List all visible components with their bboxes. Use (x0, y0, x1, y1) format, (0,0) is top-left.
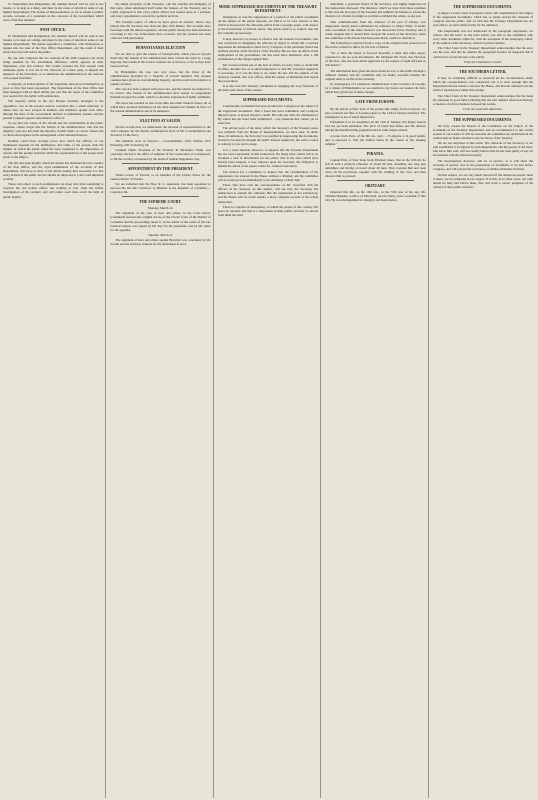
article-paragraph: Considerable excitement has been produced in Congress on the subject of the suppressed documents. That a fraud has been committed, and Congress imposed upon, is placed beyond a doubt. But who has done the delinquency? By whom has the fraud been committed? —are questions that cannot yet be answered. (217, 104, 319, 125)
article-paragraph: The motion for a committee to inquire into the circumstances of the suppression was adopted in the House without a division; and the committee will no doubt proceed immediately to the discharge of their duty. (217, 169, 319, 182)
article-paragraph: Clement Smith, President of the Farmers' & Mechanics' Bank, was yesterday elected to the office of Adjutant of the Corporation of Georgetown, to fill the vacancy occasioned by the death of Nathan Nugenbent, Esq. (110, 148, 211, 161)
article-paragraph: The fair and open inquiry which the Senate has instituted into the conduct of the Post Office, and the rigid examination of the accounts of that Department, will serve to show to the whole country how necessary it is that every branch of the public service should be subjected to a strict and impartial scrutiny. (3, 160, 104, 181)
article-heading: THE SOUTHERN LETTER. (459, 70, 507, 75)
article-paragraph: On the second trial, we understand, the election of representatives to the 11th Congress, for the district, terminated in favor of Mr. Crowninshield, late Secretary of the Navy. (110, 125, 211, 138)
article-paragraph: The following is extracted from a copy of the original letter preserved on file in the Collector's office for the Port of Darien. (325, 41, 426, 50)
article-paragraph: By the arrival at New York of the packet ship Amity, from Liverpool, we have received our files of London papers to the 14th of January inclusive. The intelligence is not of much importance. (325, 106, 426, 119)
article-heading: PIRATES. (366, 151, 384, 156)
article-paragraph: Parliament is to be assembled on the 11th of January; the King's speech had not yet been published. The price of bread had fallen, and the distress among the manufacturing population had in some degree abated. (325, 120, 426, 133)
date-line: Monday, March 10. (148, 206, 174, 211)
column-3 (218, 2, 321, 798)
article-paragraph: The investigation, however, will be of service, as it will show the necessity of greater care in the preparation of documents to be laid before Congress, and will prevent the recurrence of similar omissions in future. (432, 158, 534, 172)
article-paragraph: That communication from the collector of the port of Darien, was suppressed, nearly much commented by reference to Major Wiley. It seems that a document of the same character was discovered in the Treasury, and it seems singular that it should have escaped the search of the Secretary, when the committee of the House had been particularly careful to describe it. (325, 19, 426, 40)
column-rule (15, 24, 91, 25)
article-paragraph: the single exception of the Treasury.—All the catering and malignity of that party, when unrebuked itself under the banners of the Treasury, and so boldly expressed in that every public officer was looked upon as a partisan, and every appointment a reward for political services. (110, 2, 211, 19)
article-paragraph: In Philadelphia the vote was very close, but the ticket of the administration prevailed by a majority of several hundred. The western counties have given an overwhelming majority, and the result in the interior is equally decisive. (110, 69, 211, 86)
article-heading: APPOINTMENT BY THE PRESIDENT. (127, 166, 194, 171)
article-paragraph: The vote has been counted with great care, and the returns are believed to be correct. The friends of the administration have reason to congratulate themselves upon the result, which is a decisive expression of public sentiment. (110, 87, 211, 100)
article-paragraph: It may be extremely difficult to ascertain all the circumstances under which the correspondence was conducted; but it is clear enough that the Department did not intend to deceive the House, and that the omission was the result of inadvertence rather than design. (432, 76, 534, 93)
article-paragraph: The Treasury report, of which we have given an abstract, shows very plainly that the Secretary has done his duty with fidelity. The accounts have been kept with the utmost regularity, and the public money has been disbursed according to law. No defalcations have occurred, and the revenue has been collected with punctuality. (110, 19, 211, 40)
article-paragraph: Outrageous as was the suppression of a portion of the public documents on the subject of the public deposits, we find it to be very adverse to that which is disclosed in the following article from a Georgia paper, with respect to the introduction of African slaves. The article itself is so explicit, that but few remarks are necessary. (217, 15, 319, 36)
article-paragraph: The numbers were as follows:— Crowninshield, 1105; Silsbee, 873; Pickering, 250; Scattering, 64. (110, 138, 211, 147)
article-paragraph: The Department was not implicated in the paragraph suppressed, we believe, and the letter, as has been stated, was sent to the committee with every other document called for, with the exception of the paragraph, which, in the opinion of the Secretary, related to private matters. (432, 28, 534, 45)
column-rule (230, 94, 306, 95)
article-heading: THE SUPREME COURT. (139, 200, 182, 205)
column-rule (337, 180, 413, 181)
article-paragraph: The argument of the case of Kerr and others, in the Court below, (continued) between the original decree of the Circuit Court of the District of Columbia and the proceedings under it, in the matter of the estate of the late General Lingan, was argued by Mr. Key for the appellants, and by Mr. Jones for the appellee. (110, 211, 211, 232)
article-paragraph: A subject we have been in progress a more full examination of the subject of the suppressed documents, which has so justly excited the attention of Congress and the public, and we find that the Treasury Department has not been able to account satisfactorily for the omission. (432, 11, 534, 28)
column-4 (325, 2, 428, 798)
article-paragraph: Captain Ellis, of New York, from Trinidad, states, that on the 10th ult. he fell in with a piratical schooner, of about 90 tons, mounting one long gun amidships and having on board about 40 men. They boarded him and took away all his provisions, together with the clothing of the crew, and then allowed him to proceed. (325, 158, 426, 179)
source-line: From the Louisville Advertiser. (463, 107, 503, 112)
article-paragraph: No one who compares the two sessions of the 20th Congress can avoid being satisfied by the astonishing difference which appears in their disposition, tone and conduct. The former pursued the first session with deliberate spirit; it was not in the character of a mere party to impede the measures of the Executive, or to embarrass the administration in the exercise of its proper functions. (3, 56, 104, 81)
article-paragraph: On this subject, we are very much deceived if the American people, most of them, are not unbiased in our regard. If in this, as in other cases, the truth should be fully laid before them, they will form a correct judgment of the conduct of their public servants. (432, 172, 534, 189)
column-rule (122, 115, 198, 116)
article-paragraph: We are informed that the Hon. R. C. Anderson, has been appointed to succeed the late Mr. Crawford, as Minister to the Republic of Colombia.—Lancaster Jnl. (110, 182, 211, 195)
article-paragraph: To Vanquished and Resignation, the remains thereof will be sent to the Senate, to be kept as a thing, and must be the cause of reform in some of our highest Departments. The Senate of Representatives, so far as relates to public records, accounts of a statement on the concerns of the Government which were of the first moment. (3, 2, 104, 23)
article-paragraph: The majority which in the two Houses formerly belonged to the opposition, was in the present session converted into a small minority; or rather, they are now arrayed in numbers and members against each other, through the lines of the Government. Reform is undeniably needed, and the present Congress appears determined to effect it. (3, 99, 104, 120)
article-heading: THE SUPPRESSED DOCUMENTS. (453, 117, 513, 122)
article-paragraph: To see how the whole of the reform and the retrenchment in the public expenses, cannot forget that the friends of the administration, who had the majority, were not less than the minority in their desire to correct abuses and to check extravagance in the management of the national finances. (3, 121, 104, 138)
column-rule (445, 66, 521, 67)
column-2 (110, 2, 213, 798)
article-paragraph: It may, however, be proper to observe that the General Government, who was concerned in smuggling the Africans in regard to whom Mr. Crawford suppressed the information called for by Congress, is the particular friend and political partisan of the Secretary of the Treasury. He was also an officer in the employment of the government, but has been since dismissed, after a full examination of the charges against him. (217, 36, 319, 62)
article-paragraph: A letter from Paris, of the 8th ult., says: —"Lafayette is in good health, and is expected to visit the United States in the course of the ensuing summer." (325, 133, 426, 146)
column-1 (3, 2, 106, 798)
article-paragraph: The Chief Clerk in the Treasury Department acknowledges that he made the omission in good faith, believing that the part omitted related exclusively to matters of private business between the parties. (432, 93, 534, 106)
article-heading: PENNSYLVANIA ELECTION (135, 45, 186, 50)
article-heading: SUPPRESSED DOCUMENTS. (242, 98, 294, 103)
article-paragraph: The information here given has since found its way to the public through a different channel, and the committee will, no doubt, ascertain whether the original letter is on file in the Treasury. (325, 68, 426, 81)
article-paragraph: There is a species of delinquency of which the people of this country will never be tolerant, and that is a disposition in their public servants to conceal from them the truth. (217, 205, 319, 218)
article-heading: OBITUARY. (365, 184, 386, 189)
article-paragraph: It is a cruel delusion, however, to suppose that the Treasury Department has not been responsible in this transaction. By many there cannot fail to be ill-suited a lack of information for the public, that in the rules which have already been adopted, it now imposes upon the Secretary the obligation to furnish the whole of the papers called for, without reservation. (217, 147, 319, 169)
article-paragraph: The Chief Clerk in the Treasury Department acknowledges that the error was his own, and that he omitted the paragraph because he supposed that it could not be of any interest to the public. (432, 46, 534, 59)
article-paragraph: Nothing could more strongly prove how much the efficacy of our institutions depends on the intelligence and virtue of the people, than the manner in which the public mind has been awakened to the importance of reform, and the prompt attention which the representatives of the people have given to the subject. (3, 138, 104, 160)
article-paragraph: Departed this life, on the 10th inst., in the 76th year of his age, Mr. William Hopkins, a native of Maryland, and for many years a resident of this city. He was distinguished for integrity and benevolence. (325, 190, 426, 203)
article-paragraph: individual, a particular friend of the Secretary, was highly implicated in the transactions disclosed. The inference which we draw from these premises is this: that the Secretary of the Treasury did withhold documents to screen the character of a friend, he might as well have withheld the whole, as any part. (325, 2, 426, 19)
article-paragraph: Walter Lewis, of Florida, to be Marshal of the United States for the eastern district of Florida. (110, 172, 211, 181)
article-paragraph: We have copied the Report of the Committee on the subject of the documents of the Treasury Department, and we recommend it to the careful perusal of our readers. It will be seen that the committee are unanimous in the opinion that no blame attaches to the Secretary of the Treasury. (432, 123, 534, 140)
article-paragraph: Those who have read the correspondence of Mr. Crawford with the officers of the Treasury on this subject, will see how the Secretary has endeavored to explain the omission. But the explanation is not satisfactory, and the House will no doubt require a more complete account of the whole transaction. (217, 183, 319, 204)
article-paragraph: The news has reached us also from Ohio and other Western States, all of which have declared themselves in the most unequivocal manner in favor of the present administration and of its measures. (110, 100, 211, 114)
article-paragraph: The private parts of the letter, which the Secretary of the Treasury states was withheld from the House of Representatives, we have seen. If, under these circumstances, the Secretary was justified in suppressing the documents, it must be because he thought the public interest required it; but such a course is contrary to law and to usage. (217, 126, 319, 147)
article-paragraph: Mr. Crawford made use of the best of efforts, in every form, to retain him in office. Another fact of as small importance is, that Mr. Crawford neglected to prosecute, as it was his duty to do, under the law and the opinion of the Attorney General, this very officer, until the statute of limitations had barred the prosecution. (217, 62, 319, 83)
column-rule (122, 42, 198, 43)
article-paragraph: "Sir—I have the honor to forward herewith, a letter and other papers presented to me for your information. Mr. M'Queen Mr. Irwin, late Surveyor of the Port, who has been much aggrieved by the seizure of eight Africans in this district." (325, 51, 426, 68)
article-heading: THE SUPPRESSED DOCUMENTS. (453, 5, 513, 9)
article-paragraph: We are not surprised at this result. The character of the Secretary is too well established to be injured by such imputations; and the people of the West, who know him well, will not readily believe that he has been guilty of any act inconsistent with the strictest integrity. (432, 141, 534, 158)
article-paragraph: It is also true that Treasury candidates in engaging the very functions of the man's and virtue of the country. (217, 84, 319, 93)
column-5 (433, 2, 535, 798)
column-rule (337, 148, 413, 149)
column-rule (122, 163, 198, 164)
article-paragraph: In consequence of a memorial communicated to the Governor of Georgia by a citizen of Philadelphia, we are enabled to lay before our readers the facts which have given rise to these charges. (325, 82, 426, 95)
column-rule (445, 114, 521, 115)
article-heading: MORE SUPPRESSED DOCUMENTS BY THE TREASURY DEPARTMENT. (218, 5, 318, 14)
article-paragraph: Those who object to such examinations are those who have something to conceal; but the honest officer has nothing to fear from the fullest investigation of his conduct, and will rather court than avoid the light of public inquiry. (3, 182, 104, 199)
article-paragraph: In Vanquished and Resignation, the remains thereof will be sent to the Senate, to be kept on a thing, and must be the cause of reform in some of our highest Departments. The Senate appointed a committee, with instructions to inquire into the state of the Post Office Department, and the result of their labors has been laid before the public. (3, 34, 104, 55)
column-rule (337, 96, 413, 97)
source-line: From the Charleston Courier. (463, 60, 502, 65)
article-heading: LATE FROM EUROPE. (355, 100, 396, 105)
article-paragraph: A majority of both branches of the legislature then proved themselves as good as they had been represented. The Department of the Post Office had been managed with so much ability and care that the report of the committee was received by the public with satisfaction. (3, 81, 104, 98)
date-line: Tuesday, March 11. (148, 233, 174, 238)
article-heading: ELECTION AT SALEM. (140, 119, 181, 124)
column-rule (122, 196, 198, 197)
article-heading: POST OFFICE. (40, 28, 67, 33)
article-paragraph: The argument of Kerr and others against Beverley was concluded by Mr. Swann and the Attorney General for the defendants in error. (110, 238, 211, 247)
article-paragraph: We are able to give the returns of Pennsylvania, which place it beyond doubt that the friends of the administration have carried the State by a large majority. The results in the several counties are as follows, so far as they have been received. (110, 51, 211, 69)
